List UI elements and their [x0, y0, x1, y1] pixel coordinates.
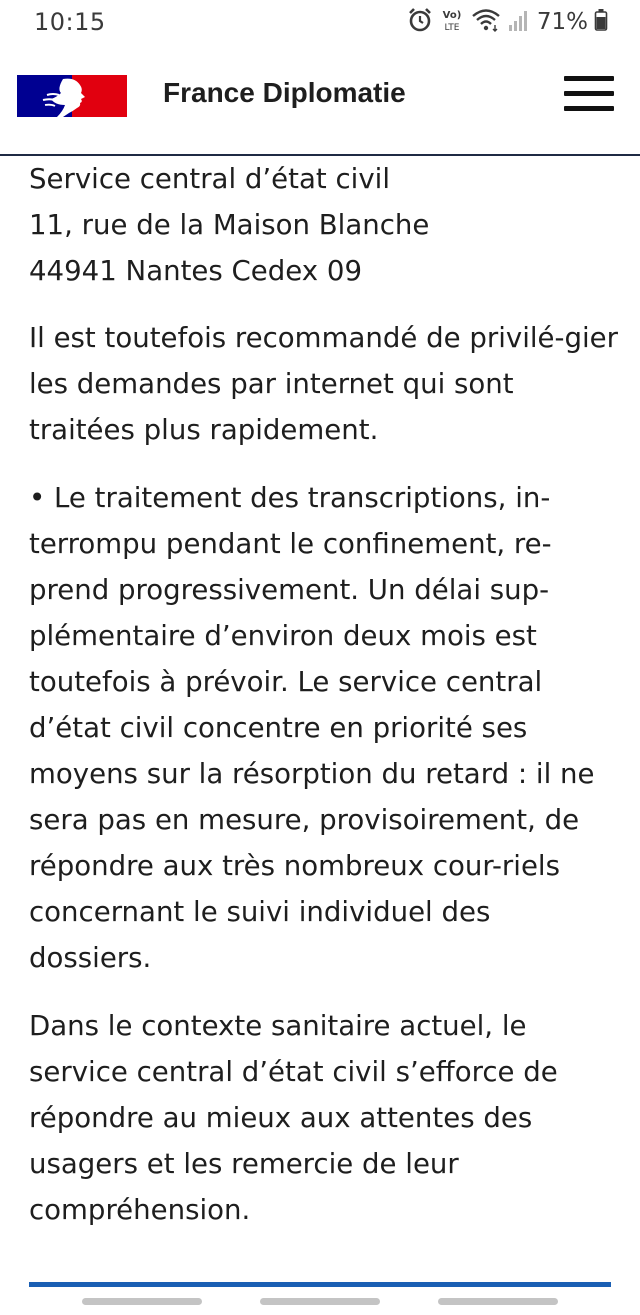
paragraph: • Le traitement des transcriptions, in-terrompu pendant le confinement, re-prend progressivement. Un délai sup-plémentaire d’environ deux mois est toutefois à prévoir. Le service central d’état civil concentre en priorité ses moyens sur la résorption du retard : il ne sera pas en mesure, provisoirement, de répondre aux très nombreux cour-riels concernant le suivi individuel des dossiers. [29, 481, 595, 974]
paragraph: Dans le contexte sanitaire actuel, le service central d’état civil s’efforce de répondre au mieux aux attentes des usagers et les remercie de leur compréhension. [29, 1009, 558, 1226]
alarm-icon [407, 7, 433, 37]
paragraph: Il est toutefois recommandé de privilé-gier les demandes par internet qui sont traitées plus rapidement. [29, 321, 618, 446]
svg-text:Vo): Vo) [442, 10, 462, 21]
home-handle[interactable] [260, 1298, 380, 1305]
back-handle[interactable] [438, 1298, 558, 1305]
postal-address [29, 156, 619, 294]
site-title[interactable]: France Diplomatie [163, 77, 406, 108]
hamburger-menu-icon[interactable] [564, 76, 616, 112]
status-icons [407, 7, 608, 37]
marianne-logo-icon[interactable] [17, 75, 127, 117]
svg-text:LTE: LTE [444, 23, 460, 33]
volte-icon [439, 7, 465, 37]
address-line: Service central d’état civil [29, 162, 390, 195]
wifi-icon [471, 7, 501, 37]
site-header [0, 46, 640, 156]
status-bar [0, 0, 640, 46]
battery-percent: 71% [536, 9, 588, 35]
article-content [29, 156, 619, 1233]
signal-icon [507, 7, 529, 37]
recent-apps-handle[interactable] [82, 1298, 202, 1305]
battery-icon [594, 7, 608, 37]
menu-bar [564, 91, 614, 96]
address-line: 11, rue de la Maison Blanche [29, 208, 430, 241]
menu-bar [564, 76, 614, 81]
status-time: 10:15 [34, 8, 106, 36]
system-navigation-bar [0, 1298, 640, 1306]
section-divider [29, 1282, 611, 1287]
menu-bar [564, 106, 614, 111]
address-line: 44941 Nantes Cedex 09 [29, 254, 362, 287]
